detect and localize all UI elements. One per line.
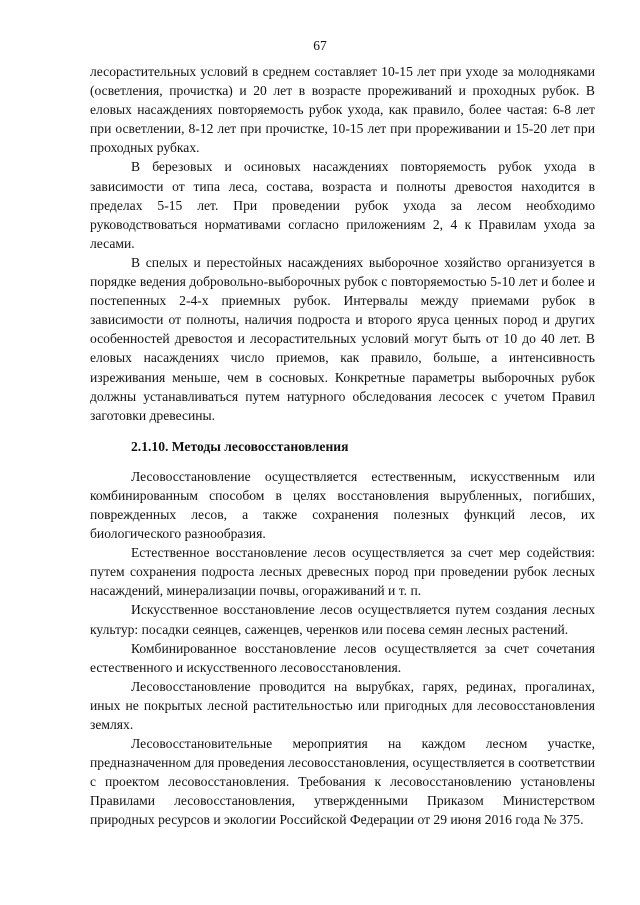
page-number: 67 xyxy=(313,38,327,53)
paragraph-selective-logging: В спелых и перестойных насаждениях выборочное хозяйство организуется в порядке ведения добровольно-выборочных рубок с повторяемостью 5-10 лет и более и постепенных 2-4-х приемных рубок. Интервалы между приемами рубок в зависимости от полноты, наличия подроста и второго яруса ценных пород и других особенностей древостоя и лесорастительных условий могут быть от 10 до 40 лет. В еловых насаждениях число приемов, как правило, больше, а интенсивность изреживания меньше, чем в сосновых. Конкретные параметры выборочных рубок должны устанавливаться путем натурного обследования лесосек с учетом Правил заготовки древесины. xyxy=(90,254,595,423)
paragraph-reforestation-requirements: Лесовосстановительные мероприятия на каждом лесном участке, предназначенном для проведения лесовосстановления, осуществляется в соответствии с проектом лесовосстановления. Требования к лесовосстановлению установлены Правилами лесовосстановления, утвержденными Приказом Министерством природных ресурсов и экологии Российской Федерации от 29 июня 2016 года № 375. xyxy=(90,736,595,828)
paragraph-combined-reforestation: Комбинированное восстановление лесов осуществляется за счет сочетания естественного и искусственного лесовосстановления. xyxy=(90,640,595,675)
paragraph-artificial-reforestation: Искусственное восстановление лесов осуществляется путем создания лесных культур: посадки сеянцев, саженцев, черенков или посева семян лесных растений. xyxy=(90,602,595,637)
paragraph-reforestation-methods: Лесовосстановление осуществляется естественным, искусственным или комбинированным способом в целях восстановления вырубленных, погибших, поврежденных лесов, а также сохранения полезных функций лесов, их биологического разнообразия. xyxy=(90,468,595,542)
section-heading: 2.1.10. Методы лесовосстановления xyxy=(131,438,349,454)
paragraph-birch-aspen-thinning: В березовых и осиновых насаждениях повторяемость рубок ухода в зависимости от типа леса, состава, возраста и полноты древостоя находится в пределах 5-15 лет. При проведении рубок ухода за лесом необходимо руководствоваться нормативами согласно приложениям 2, 4 к Правилам ухода за лесами. xyxy=(90,159,595,251)
paragraph-reforestation-sites: Лесовосстановление проводится на вырубках, гарях, рединах, прогалинах, иных не покрытых лесной растительностью или пригодных для лесовосстановления землях. xyxy=(90,678,595,732)
document-body xyxy=(90,62,595,830)
paragraph-continuation: лесорастительных условий в среднем составляет 10-15 лет при уходе за молодняками (осветления, прочистка) и 20 лет в возрасте прореживаний и проходных рубок. В еловых насаждениях повторяемость рубок ухода, как правило, более частая: 6-8 лет при осветлении, 8-12 лет при прочистке, 10-15 лет при прореживании и 15-20 лет при проходных рубках. xyxy=(90,64,595,156)
paragraph-natural-reforestation: Естественное восстановление лесов осуществляется за счет мер содействия: путем сохранения подроста лесных древесных пород при проведении рубок лесных насаждений, минерализации почвы, огораживаний и т. п. xyxy=(90,545,595,599)
